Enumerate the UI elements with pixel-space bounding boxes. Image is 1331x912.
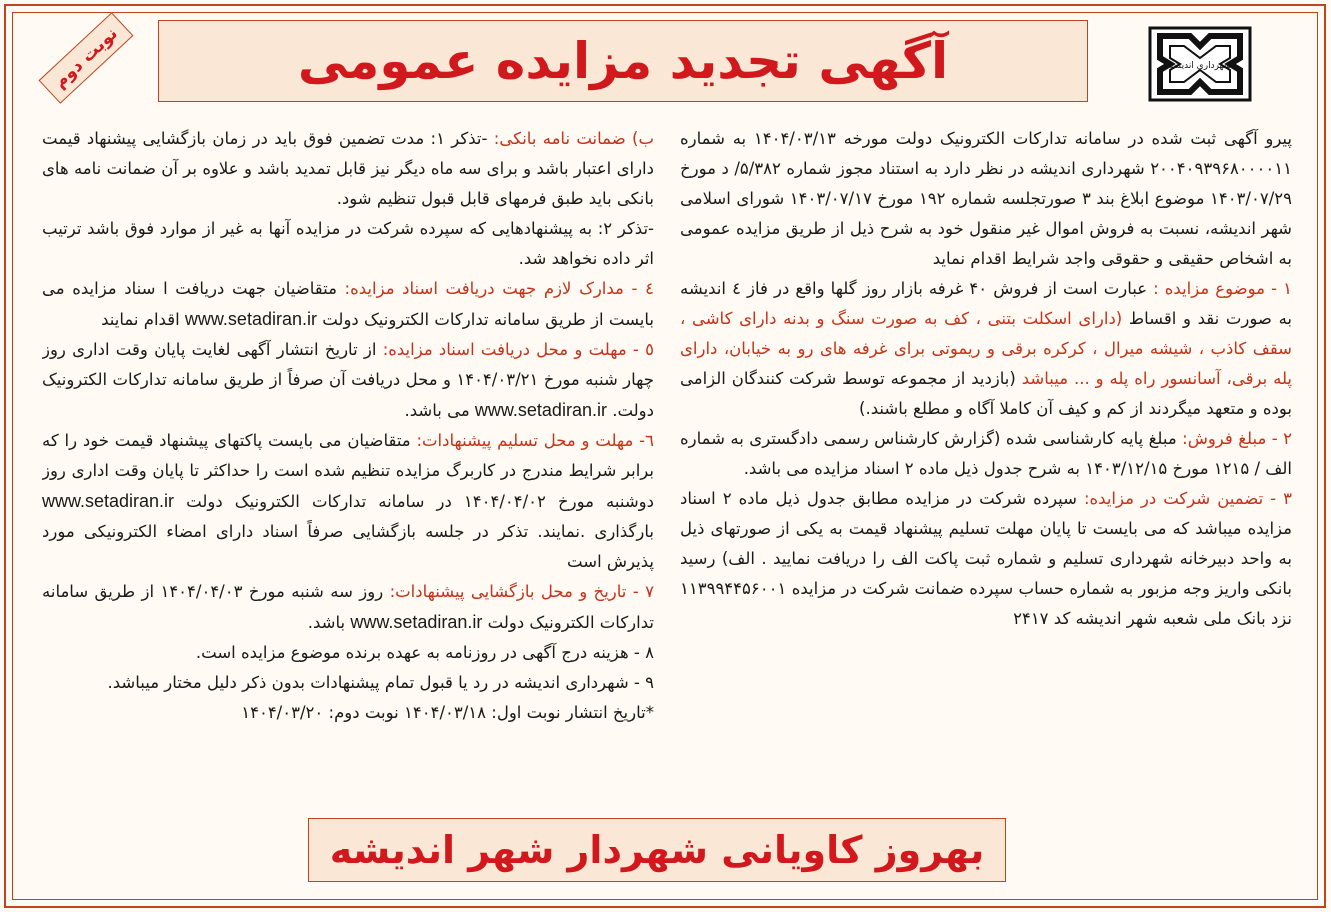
left-column — [42, 124, 654, 788]
setadiran-link[interactable]: www.setadiran.ir — [474, 400, 607, 420]
setadiran-link[interactable]: www.setadiran.ir — [42, 491, 175, 511]
item-deadline-submit: ٦- مهلت و محل تسلیم پیشنهادات: متقاضیان می بایست پاکتهای پیشنهاد قیمت خود را که برابر شرایط مندرج در کاربرگ مزایده تنظیم شده است را حداکثر تا پایان وقت اداری روز دوشنبه مورخ ۱۴۰۴/۰۴/۰۲ در سامانه تدارکات الکترونیک دولت www.setadiran.ir بارگذاری .نمایند. تذکر در جلسه بازگشایی صرفاً اسناد دارای امضاء الکترونیکی مورد پذیرش است — [42, 431, 654, 571]
signature-text: بهروز کاویانی شهردار شهر اندیشه — [329, 828, 985, 872]
corner-ornament — [1300, 4, 1326, 30]
setadiran-link[interactable]: www.setadiran.ir — [184, 309, 317, 329]
item-deadline-receive: ٥ - مهلت و محل دریافت اسناد مزایده: از تاریخ انتشار آگهی لغایت پایان وقت اداری روز چهار شنبه مورخ ۱۴۰۴/۰۳/۲۱ و محل دریافت آن صرفاً از طریق سامانه تدارکات الکترونیک دولت. www.setadiran.ir می باشد. — [42, 340, 654, 420]
corner-ornament — [1300, 882, 1326, 908]
item-price: ۲ - مبلغ فروش: مبلغ پایه کارشناسی شده (گزارش کارشناس رسمی دادگستری به شماره الف / ۱۲۱۵ مورخ ۱۴۰۳/۱۲/۱۵ به شرح جدول ذیل ماده ۲ اسناد مزایده می باشد. — [680, 429, 1292, 478]
signature-banner — [308, 818, 1006, 882]
item-heading: ٤ - مدارک لازم جهت دریافت اسناد مزایده: — [344, 279, 654, 298]
item-heading: ۷ - تاریخ و محل بازگشایی پیشنهادات: — [389, 582, 654, 601]
publish-dates: *تاریخ انتشار نوبت اول: ۱۴۰۴/۰۳/۱۸ نوبت دوم: ۱۴۰۴/۰۳/۲۰ — [241, 703, 654, 722]
intro-paragraph: پیرو آگهی ثبت شده در سامانه تدارکات الکترونیک دولت مورخه ۱۴۰۴/۰۳/۱۳ به شماره ۲۰۰۴۰۹۳۹۶۸۰۰۰۰۱۱ شهرداری اندیشه در نظر دارد به استناد مجوز شماره ۵/۳۸۲/ د مورخ ۱۴۰۳/۰۷/۲۹ موضوع ابلاغ بند ۳ صورتجلسه شماره ۱۹۲ مورخ ۱۴۰۳/۰۷/۱۷ شورای اسلامی شهر اندیشه، نسبت به فروش اموال غیر منقول خود به شرح ذیل از طریق مزایده عمومی به اشخاص حقیقی و حقوقی واجد شرایط اقدام نماید — [680, 129, 1292, 268]
corner-ornament — [4, 882, 30, 908]
item-heading: ۲ - مبلغ فروش: — [1182, 429, 1292, 448]
title-banner — [158, 20, 1088, 102]
municipality-logo-icon — [1146, 24, 1254, 104]
item-bank-guarantee: ب) ضمانت نامه بانکی: -تذکر ۱: مدت تضمین فوق باید در زمان بازگشایی پیشنهاد قیمت دارای اعتبار باشد و برای سه ماه دیگر نیز قابل تمدید باشد و علاوه بر آن ضمانت نامه های بانکی باید طبق فرمهای قابل قبول تنظیم شود. — [42, 129, 654, 208]
item-heading: ۱ - موضوع مزایده : — [1153, 279, 1292, 298]
badge-label: نوبت دوم — [50, 23, 122, 93]
note-2: -تذکر ۲: به پیشنهادهایی که سپرده شرکت در مزایده آنها به غیر از موارد فوق باشد ترتیب اثر داده نخواهد شد. — [42, 219, 654, 268]
item-cost: ۸ - هزینه درج آگهی در روزنامه به عهده برنده موضوع مزایده است. — [195, 643, 654, 662]
page-title: آگهی تجدید مزایده عمومی — [297, 32, 949, 90]
item-heading: ٦- مهلت و محل تسلیم پیشنهادات: — [416, 431, 654, 450]
item-deposit: ۳ - تضمین شرکت در مزایده: سپرده شرکت در مزایده مطابق جدول ذیل ماده ۲ اسناد مزایده میباشد که می بایست تا پایان مهلت تسلیم پیشنهاد قیمت به یکی از صورتهای ذیل به واحد دبیرخانه شهرداری تسلیم و شماره ثبت پاکت الف را دریافت نمایید . الف) رسید بانکی واریز وجه مزبور به شماره حساب سپرده ضمانت شرکت در مزایده ۱۱۳۹۹۴۴۵۶۰۰۱ نزد بانک ملی شعبه شهر اندیشه کد ۲۴۱۷ — [680, 489, 1292, 628]
svg-text:شهرداری اندیشه: شهرداری اندیشه — [1168, 61, 1232, 71]
corner-ornament — [4, 4, 30, 30]
item-opening: ۷ - تاریخ و محل بازگشایی پیشنهادات: روز سه شنبه مورخ ۱۴۰۴/۰۴/۰۳ از طریق سامانه تدارکات الکترونیک دولت www.setadiran.ir باشد. — [42, 582, 654, 632]
item-documents: ٤ - مدارک لازم جهت دریافت اسناد مزایده: متقاضیان جهت دریافت ا سناد مزایده می بایست از طریق سامانه تدارکات الکترونیک دولت www.setadiran.ir اقدام نمایند — [42, 279, 654, 329]
item-heading: ب) ضمانت نامه بانکی: — [493, 129, 654, 148]
right-column — [680, 124, 1292, 788]
item-heading: ٥ - مهلت و محل دریافت اسناد مزایده: — [382, 340, 654, 359]
item-subject: ۱ - موضوع مزایده : عبارت است از فروش ۴۰ غرفه بازار روز گلها واقع در فاز ٤ اندیشه به صورت نقد و اقساط (دارای اسکلت بتنی ، کف به صورت سنگ و بدنه دارای کاشی ، سقف کاذب ، شیشه میرال ، کرکره برقی و ریموتی برای غرفه های رو به خیابان، دارای پله برقی، آسانسور راه پله و ... میباشد (بازدید از مجموعه توسط شرکت کنندگان الزامی بوده و متعهد میگردند از کم و کیف آن کاملا آگاه و مطلع باشند.) — [680, 279, 1292, 418]
item-heading: ۳ - تضمین شرکت در مزایده: — [1083, 489, 1292, 508]
round-badge — [34, 12, 138, 108]
item-rights: ۹ - شهرداری اندیشه در رد یا قبول تمام پیشنهادات بدون ذکر دلیل مختار میباشد. — [107, 673, 654, 692]
setadiran-link[interactable]: www.setadiran.ir — [350, 612, 483, 632]
